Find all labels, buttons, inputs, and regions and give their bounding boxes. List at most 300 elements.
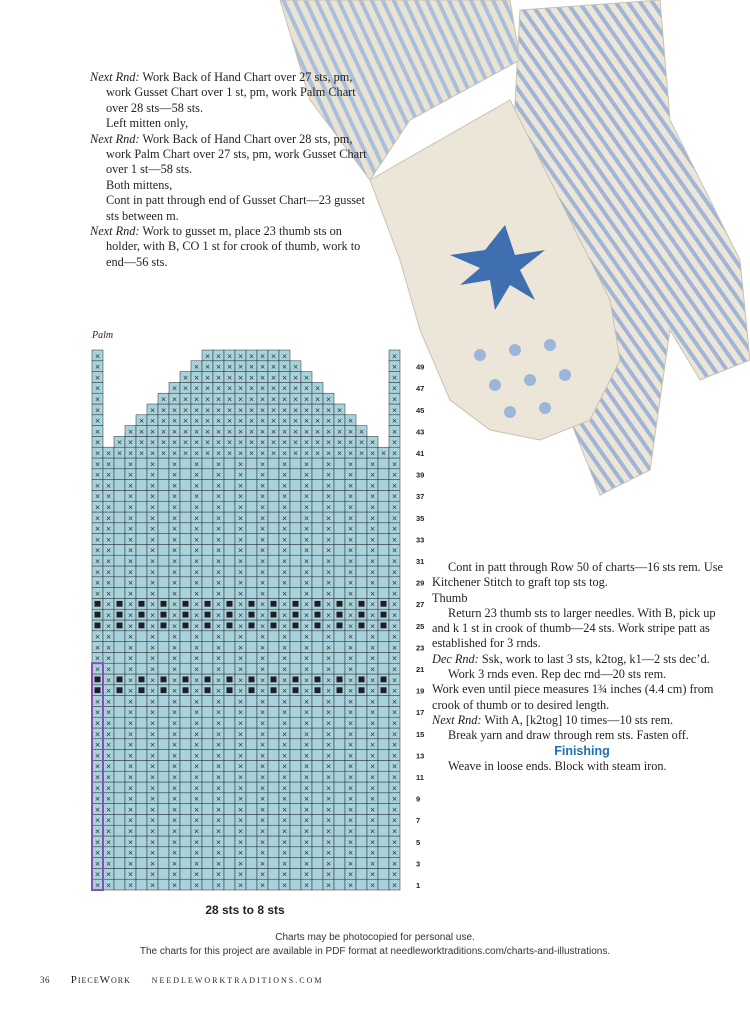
chart-cell — [268, 836, 279, 847]
knit-stitch-symbol: × — [193, 676, 200, 685]
knit-stitch-symbol: × — [314, 417, 321, 426]
knit-stitch-symbol: × — [391, 600, 398, 609]
chart-cell — [180, 793, 191, 804]
chart-cell — [290, 544, 301, 555]
knit-stitch-symbol: × — [105, 816, 112, 825]
knit-stitch-symbol: × — [369, 665, 376, 674]
knit-stitch-symbol: × — [127, 589, 134, 598]
chart-cell — [224, 696, 235, 707]
knit-stitch-symbol: × — [127, 762, 134, 771]
knit-stitch-symbol: × — [259, 514, 266, 523]
magazine-name: PieceWork — [70, 974, 131, 986]
knit-stitch-symbol: × — [347, 449, 354, 458]
chart-cell — [290, 523, 301, 534]
knit-stitch-symbol: × — [237, 622, 244, 631]
knit-stitch-symbol: × — [347, 460, 354, 469]
chart-cell — [378, 717, 389, 728]
knit-stitch-symbol: × — [281, 395, 288, 404]
chart-cell — [158, 868, 169, 879]
chart-cell — [114, 858, 125, 869]
knit-stitch-symbol: × — [391, 460, 398, 469]
knit-stitch-symbol: × — [171, 535, 178, 544]
knit-stitch-symbol: × — [325, 514, 332, 523]
knit-stitch-symbol: × — [391, 514, 398, 523]
knit-stitch-symbol: × — [259, 503, 266, 512]
knit-stitch-symbol: × — [281, 773, 288, 782]
knit-stitch-symbol: × — [369, 535, 376, 544]
knit-stitch-symbol: × — [347, 568, 354, 577]
row-label: 11 — [416, 773, 424, 782]
knit-stitch-symbol: × — [226, 438, 233, 447]
knit-stitch-symbol: × — [303, 600, 310, 609]
chart-cell — [136, 490, 147, 501]
knit-stitch-symbol: × — [94, 816, 101, 825]
knit-stitch-symbol: × — [281, 557, 288, 566]
knit-stitch-symbol: × — [270, 395, 277, 404]
knit-stitch-symbol: × — [237, 449, 244, 458]
knit-stitch-symbol: × — [303, 579, 310, 588]
knit-stitch-symbol: × — [248, 449, 255, 458]
row-label: 25 — [416, 621, 425, 631]
knit-stitch-symbol: × — [215, 557, 222, 566]
chart-cell — [356, 739, 367, 750]
knit-stitch-symbol: × — [94, 870, 101, 879]
knit-stitch-symbol: × — [391, 492, 398, 501]
knit-stitch-symbol: × — [94, 525, 101, 534]
chart-cell — [246, 696, 257, 707]
chart-cell — [246, 739, 257, 750]
knit-stitch-symbol: × — [391, 881, 398, 890]
knit-stitch-symbol: × — [259, 751, 266, 760]
knit-stitch-symbol: × — [248, 373, 255, 382]
knit-stitch-symbol: × — [215, 665, 222, 674]
knit-stitch-symbol: × — [182, 384, 189, 393]
knit-stitch-symbol: × — [149, 406, 156, 415]
chart-cell — [224, 652, 235, 663]
knit-stitch-symbol: × — [171, 708, 178, 717]
chart-cell — [246, 804, 257, 815]
knit-stitch-symbol: × — [105, 838, 112, 847]
knit-stitch-symbol: × — [281, 719, 288, 728]
knit-stitch-symbol: × — [105, 795, 112, 804]
knit-stitch-symbol: × — [259, 654, 266, 663]
chart-cell — [312, 836, 323, 847]
contrast-stitch — [359, 687, 365, 693]
section-heading-thumb: Thumb — [432, 590, 468, 605]
chart-cell — [268, 534, 279, 545]
chart-cell — [202, 534, 213, 545]
chart-cell — [224, 717, 235, 728]
knit-stitch-symbol: × — [215, 492, 222, 501]
contrast-stitch — [95, 677, 101, 683]
knit-stitch-symbol: × — [215, 751, 222, 760]
knit-stitch-symbol: × — [171, 427, 178, 436]
knit-stitch-symbol: × — [94, 363, 101, 372]
chart-cell — [136, 760, 147, 771]
knit-stitch-symbol: × — [259, 525, 266, 534]
knit-stitch-symbol: × — [105, 449, 112, 458]
chart-cell — [378, 544, 389, 555]
knit-stitch-symbol: × — [105, 708, 112, 717]
knit-stitch-symbol: × — [292, 384, 299, 393]
chart-cell — [158, 544, 169, 555]
knit-stitch-symbol: × — [325, 471, 332, 480]
chart-cell — [158, 782, 169, 793]
knit-stitch-symbol: × — [292, 373, 299, 382]
chart-cell — [246, 663, 257, 674]
knit-stitch-symbol: × — [303, 481, 310, 490]
chart-cell — [334, 858, 345, 869]
knit-stitch-symbol: × — [259, 676, 266, 685]
contrast-stitch — [205, 677, 211, 683]
chart-cell — [202, 469, 213, 480]
chart-cell — [136, 706, 147, 717]
knit-stitch-symbol: × — [325, 622, 332, 631]
contrast-stitch — [249, 687, 255, 693]
knit-stitch-symbol: × — [369, 708, 376, 717]
knit-stitch-symbol: × — [237, 633, 244, 642]
chart-cell — [136, 652, 147, 663]
chart-cell — [334, 771, 345, 782]
chart-cell — [356, 782, 367, 793]
chart-cell — [158, 555, 169, 566]
knit-stitch-symbol: × — [127, 784, 134, 793]
chart-cell — [202, 879, 213, 890]
chart-cell — [114, 804, 125, 815]
knit-stitch-symbol: × — [259, 805, 266, 814]
chart-cell — [312, 771, 323, 782]
chart-cell — [290, 512, 301, 523]
contrast-stitch — [161, 677, 167, 683]
knit-stitch-symbol: × — [237, 471, 244, 480]
knit-stitch-symbol: × — [94, 406, 101, 415]
knit-stitch-symbol: × — [193, 622, 200, 631]
chart-cell — [136, 501, 147, 512]
chart-cell — [224, 469, 235, 480]
knit-stitch-symbol: × — [391, 546, 398, 555]
contrast-stitch — [359, 601, 365, 607]
knit-stitch-symbol: × — [127, 751, 134, 760]
knit-stitch-symbol: × — [347, 600, 354, 609]
knit-stitch-symbol: × — [259, 708, 266, 717]
knit-stitch-symbol: × — [281, 838, 288, 847]
chart-cell — [268, 544, 279, 555]
knit-stitch-symbol: × — [325, 557, 332, 566]
knit-stitch-symbol: × — [94, 427, 101, 436]
knit-stitch-symbol: × — [105, 773, 112, 782]
contrast-stitch — [381, 612, 387, 618]
knit-stitch-symbol: × — [270, 449, 277, 458]
knit-stitch-symbol: × — [193, 460, 200, 469]
chart-cell — [290, 793, 301, 804]
knit-stitch-symbol: × — [237, 568, 244, 577]
chart-cell — [202, 490, 213, 501]
knit-stitch-symbol: × — [259, 665, 266, 674]
chart-cell — [356, 588, 367, 599]
knit-stitch-symbol: × — [391, 805, 398, 814]
chart-cell — [334, 696, 345, 707]
contrast-stitch — [337, 612, 343, 618]
knit-stitch-symbol: × — [237, 881, 244, 890]
chart-cell — [224, 588, 235, 599]
chart-cell — [136, 750, 147, 761]
knit-stitch-symbol: × — [347, 805, 354, 814]
chart-cell — [246, 544, 257, 555]
chart-cell — [356, 760, 367, 771]
chart-cell — [158, 750, 169, 761]
chart-cell — [224, 793, 235, 804]
contrast-stitch — [249, 601, 255, 607]
knit-stitch-symbol: × — [215, 643, 222, 652]
contrast-stitch — [381, 677, 387, 683]
chart-cell — [114, 793, 125, 804]
chart-cell — [246, 706, 257, 717]
chart-cell — [224, 631, 235, 642]
knit-stitch-symbol: × — [171, 600, 178, 609]
page-number: 36 — [40, 975, 50, 985]
chart-cell — [312, 696, 323, 707]
chart-cell — [136, 847, 147, 858]
chart-cell — [180, 501, 191, 512]
chart-cell — [158, 663, 169, 674]
chart-cell — [378, 825, 389, 836]
chart-cell — [114, 814, 125, 825]
knit-stitch-symbol: × — [325, 427, 332, 436]
contrast-stitch — [293, 623, 299, 629]
chart-cell — [224, 814, 235, 825]
knit-stitch-symbol: × — [369, 600, 376, 609]
knit-stitch-symbol: × — [303, 557, 310, 566]
knit-stitch-symbol: × — [336, 406, 343, 415]
knit-stitch-symbol: × — [347, 730, 354, 739]
knit-stitch-symbol: × — [127, 503, 134, 512]
contrast-stitch — [271, 601, 277, 607]
chart-cell — [158, 728, 169, 739]
knit-stitch-symbol: × — [182, 417, 189, 426]
knit-stitch-symbol: × — [149, 449, 156, 458]
knit-stitch-symbol: × — [347, 481, 354, 490]
chart-cell — [356, 728, 367, 739]
chart-cell — [290, 717, 301, 728]
knit-stitch-symbol: × — [259, 795, 266, 804]
knit-stitch-symbol: × — [204, 438, 211, 447]
knit-stitch-symbol: × — [391, 643, 398, 652]
chart-cell — [378, 760, 389, 771]
chart-cell — [378, 534, 389, 545]
knit-stitch-symbol: × — [237, 741, 244, 750]
knit-stitch-symbol: × — [171, 449, 178, 458]
knit-stitch-symbol: × — [391, 849, 398, 858]
knit-stitch-symbol: × — [281, 525, 288, 534]
chart-cell — [268, 804, 279, 815]
chart-cell — [334, 631, 345, 642]
knit-stitch-symbol: × — [303, 881, 310, 890]
knit-stitch-symbol: × — [193, 762, 200, 771]
knit-stitch-symbol: × — [193, 525, 200, 534]
instruction-paragraph: Weave in loose ends. Block with steam iron. — [448, 758, 667, 773]
knit-stitch-symbol: × — [347, 471, 354, 480]
knit-stitch-symbol: × — [127, 514, 134, 523]
knit-stitch-symbol: × — [94, 546, 101, 555]
chart-cell — [378, 814, 389, 825]
knit-stitch-symbol: × — [127, 687, 134, 696]
chart-cell — [378, 566, 389, 577]
knit-stitch-symbol: × — [347, 708, 354, 717]
knit-stitch-symbol: × — [204, 417, 211, 426]
chart-cell — [158, 814, 169, 825]
knit-stitch-symbol: × — [347, 427, 354, 436]
knit-stitch-symbol: × — [281, 600, 288, 609]
knit-stitch-symbol: × — [149, 676, 156, 685]
knit-stitch-symbol: × — [171, 525, 178, 534]
knit-stitch-symbol: × — [204, 427, 211, 436]
knit-stitch-symbol: × — [325, 805, 332, 814]
knit-stitch-symbol: × — [281, 795, 288, 804]
knit-stitch-symbol: × — [248, 417, 255, 426]
knit-stitch-symbol: × — [391, 525, 398, 534]
knit-stitch-symbol: × — [237, 849, 244, 858]
chart-cell — [180, 555, 191, 566]
knit-stitch-symbol: × — [303, 665, 310, 674]
contrast-stitch — [359, 612, 365, 618]
chart-cell — [246, 555, 257, 566]
knit-stitch-symbol: × — [171, 870, 178, 879]
knit-stitch-symbol: × — [237, 805, 244, 814]
knit-stitch-symbol: × — [248, 406, 255, 415]
knit-stitch-symbol: × — [347, 633, 354, 642]
chart-cell — [180, 825, 191, 836]
knit-stitch-symbol: × — [94, 384, 101, 393]
page-footer — [40, 974, 341, 986]
knit-stitch-symbol: × — [215, 654, 222, 663]
chart-cell — [378, 642, 389, 653]
row-label: 19 — [416, 686, 425, 696]
knit-stitch-symbol: × — [369, 838, 376, 847]
knit-stitch-symbol: × — [259, 460, 266, 469]
knit-stitch-symbol: × — [391, 503, 398, 512]
chart-cell — [202, 652, 213, 663]
knit-stitch-symbol: × — [193, 859, 200, 868]
chart-cell — [114, 868, 125, 879]
knit-stitch-symbol: × — [369, 751, 376, 760]
knit-stitch-symbol: × — [347, 870, 354, 879]
chart-cell — [136, 825, 147, 836]
knit-stitch-symbol: × — [171, 784, 178, 793]
knit-stitch-symbol: × — [391, 708, 398, 717]
chart-cell — [158, 760, 169, 771]
knit-stitch-symbol: × — [105, 730, 112, 739]
knit-stitch-symbol: × — [171, 805, 178, 814]
knit-stitch-symbol: × — [193, 395, 200, 404]
knit-stitch-symbol: × — [171, 568, 178, 577]
chart-cell — [180, 750, 191, 761]
knit-stitch-symbol: × — [347, 622, 354, 631]
chart-cell — [114, 642, 125, 653]
knit-stitch-symbol: × — [325, 870, 332, 879]
chart-cell — [290, 534, 301, 545]
chart-cell — [334, 814, 345, 825]
contrast-stitch — [205, 612, 211, 618]
chart-cell — [268, 739, 279, 750]
knit-stitch-symbol: × — [193, 514, 200, 523]
knit-stitch-symbol: × — [303, 751, 310, 760]
chart-cell — [290, 577, 301, 588]
chart-cell — [114, 782, 125, 793]
knit-stitch-symbol: × — [105, 719, 112, 728]
knit-stitch-symbol: × — [149, 708, 156, 717]
knit-stitch-symbol: × — [237, 762, 244, 771]
knit-stitch-symbol: × — [303, 427, 310, 436]
knit-stitch-symbol: × — [94, 881, 101, 890]
knit-stitch-symbol: × — [303, 503, 310, 512]
chart-cell — [158, 739, 169, 750]
row-label: 13 — [416, 751, 425, 761]
knit-stitch-symbol: × — [94, 784, 101, 793]
knit-stitch-symbol: × — [215, 481, 222, 490]
knit-stitch-symbol: × — [171, 611, 178, 620]
knit-stitch-symbol: × — [391, 784, 398, 793]
knit-stitch-symbol: × — [281, 697, 288, 706]
chart-cell — [158, 879, 169, 890]
chart-cell — [246, 523, 257, 534]
chart-cell — [202, 523, 213, 534]
knit-stitch-symbol: × — [94, 449, 101, 458]
chart-cell — [246, 825, 257, 836]
chart-cell — [312, 868, 323, 879]
knit-stitch-symbol: × — [336, 417, 343, 426]
knit-stitch-symbol: × — [215, 881, 222, 890]
chart-cell — [246, 793, 257, 804]
chart-cell — [202, 706, 213, 717]
knit-stitch-symbol: × — [237, 492, 244, 501]
instruction-paragraph: Break yarn and draw through rem sts. Fasten off. — [448, 728, 689, 743]
chart-cell — [268, 750, 279, 761]
knit-stitch-symbol: × — [237, 719, 244, 728]
knit-stitch-symbol: × — [127, 795, 134, 804]
chart-cell — [290, 836, 301, 847]
knit-stitch-symbol: × — [347, 546, 354, 555]
knit-stitch-symbol: × — [149, 546, 156, 555]
knit-stitch-symbol: × — [105, 589, 112, 598]
knit-stitch-symbol: × — [94, 849, 101, 858]
knit-stitch-symbol: × — [182, 449, 189, 458]
knit-stitch-symbol: × — [281, 438, 288, 447]
knit-stitch-symbol: × — [259, 406, 266, 415]
knit-stitch-symbol: × — [215, 503, 222, 512]
knit-stitch-symbol: × — [281, 741, 288, 750]
knit-stitch-symbol: × — [303, 741, 310, 750]
chart-cell — [268, 717, 279, 728]
chart-cell — [312, 555, 323, 566]
knit-stitch-symbol: × — [237, 406, 244, 415]
contrast-stitch — [161, 612, 167, 618]
chart-cell — [114, 836, 125, 847]
chart-cell — [268, 706, 279, 717]
contrast-stitch — [249, 612, 255, 618]
knit-stitch-symbol: × — [193, 838, 200, 847]
knit-stitch-symbol: × — [105, 881, 112, 890]
chart-cell — [202, 760, 213, 771]
knit-stitch-symbol: × — [149, 579, 156, 588]
knit-stitch-symbol: × — [314, 384, 321, 393]
knit-stitch-symbol: × — [237, 557, 244, 566]
chart-cell — [180, 879, 191, 890]
knit-stitch-symbol: × — [369, 773, 376, 782]
chart-cell — [136, 728, 147, 739]
knit-stitch-symbol: × — [369, 849, 376, 858]
contrast-stitch — [205, 623, 211, 629]
knit-stitch-symbol: × — [314, 438, 321, 447]
